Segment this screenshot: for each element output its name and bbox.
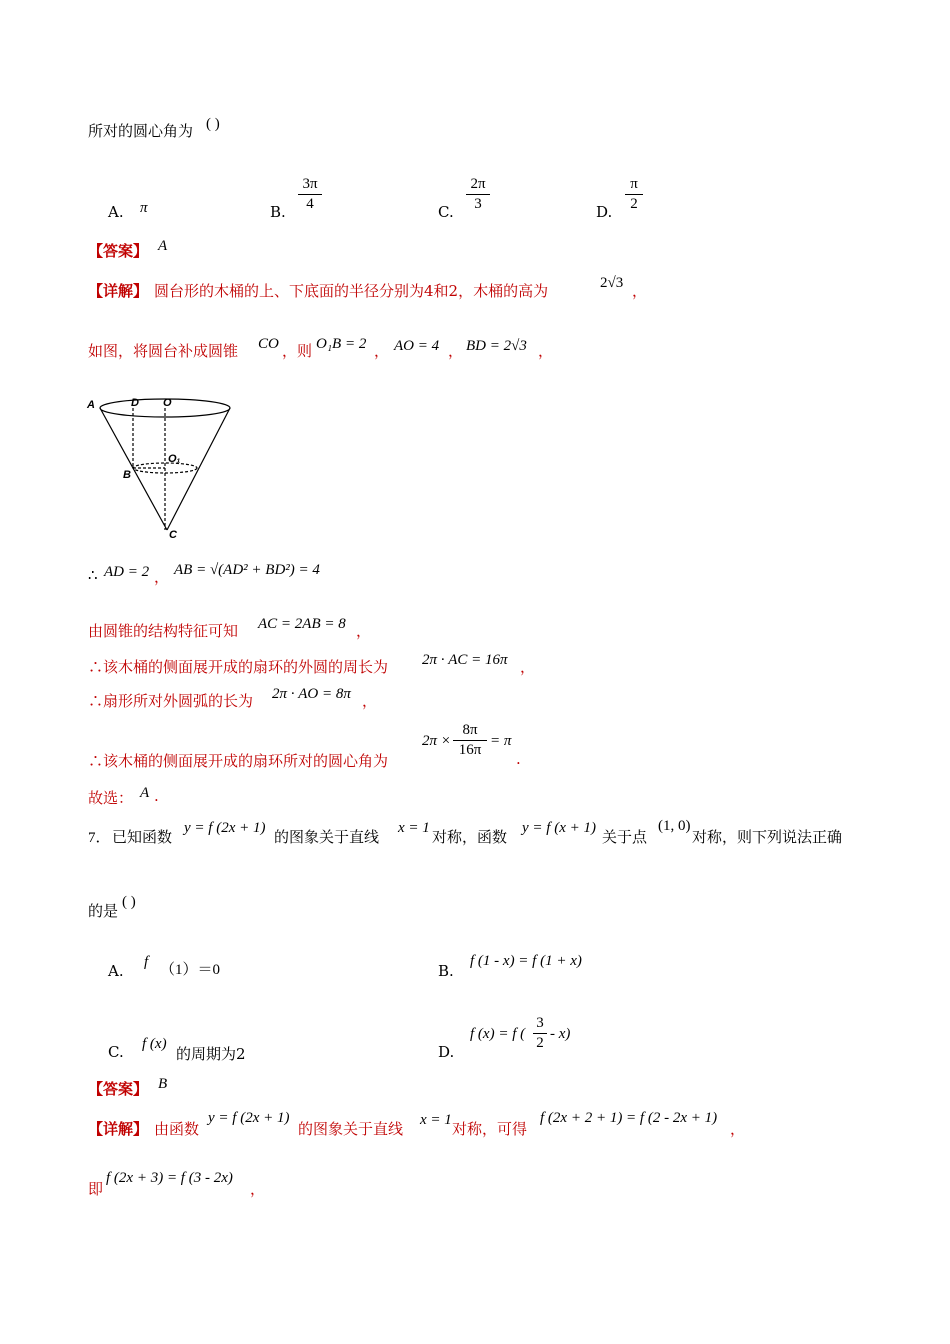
q7-answer-value: B xyxy=(158,1076,168,1092)
q6-option-b-fraction: 3π 4 xyxy=(298,176,322,213)
q7-option-d-fraction: 3 2 xyxy=(533,1015,547,1052)
q7-option-d-label: D. xyxy=(438,1043,455,1061)
q7-detail-eq: f (2x + 2 + 1) = f (2 - 2x + 1) xyxy=(540,1110,718,1126)
calc2-text: 由圆锥的结构特征可知 xyxy=(88,622,239,640)
q7-func-2: y = f (x + 1) xyxy=(522,820,596,836)
q7-option-d-post: - x) xyxy=(550,1026,571,1042)
q6-option-a-value: π xyxy=(140,200,148,216)
q6-option-c-fraction: 2π 3 xyxy=(466,176,490,213)
figure-label-d: D xyxy=(131,397,139,409)
calc5-end: . xyxy=(516,750,521,768)
calc3-math: 2π · AC = 16π xyxy=(422,652,508,668)
calc5-text: ∴该木桶的侧面展开成的扇环所对的圆心角为 xyxy=(88,752,389,770)
calc5-pre: 2π × xyxy=(422,733,451,749)
figure-label-c: C xyxy=(169,529,177,541)
q6-o1b: O₁B = 2 xyxy=(316,336,367,352)
q7-detail-3: 对称，可得 xyxy=(452,1120,528,1138)
q7-detail-4: 即 xyxy=(88,1180,104,1198)
calc2-end: ， xyxy=(356,622,372,640)
q6-bd: BD = 2√3 xyxy=(466,338,527,354)
q7-detail-func: y = f (2x + 1) xyxy=(208,1110,290,1126)
calc1-therefore: ∴ xyxy=(88,566,98,584)
q7-stem-3: 对称，函数 xyxy=(432,828,508,846)
q7-detail-end: ， xyxy=(730,1120,746,1138)
q7-stem-5: 对称，则下列说法正确 xyxy=(692,828,843,846)
q6-detail-line1: 圆台形的木桶的上、下底面的半径分别为4和2，木桶的高为 xyxy=(154,282,549,300)
calc2-math: AC = 2AB = 8 xyxy=(258,616,346,632)
q7-detail-eq2: f (2x + 3) = f (3 - 2x) xyxy=(106,1170,233,1186)
q7-option-a-f: f xyxy=(144,954,149,970)
q7-stem-4: 关于点 xyxy=(602,828,648,846)
q6-comma-3: ， xyxy=(448,342,464,360)
figure-label-b: B xyxy=(123,469,131,481)
calc4-end: ， xyxy=(362,692,378,710)
figure-label-o: O xyxy=(163,397,172,409)
q6-option-a-label: A. xyxy=(108,203,124,221)
q7-option-c-label: C. xyxy=(108,1043,124,1061)
calc4-math: 2π · AO = 8π xyxy=(272,686,351,702)
calc3-end: ， xyxy=(520,658,536,676)
q6-comma-2: ， xyxy=(374,342,390,360)
q6-comma: ， xyxy=(632,282,648,300)
calc6-end: . xyxy=(154,787,159,805)
q7-func-1: y = f (2x + 1) xyxy=(184,820,266,836)
calc1-sep: ， xyxy=(154,568,170,586)
q6-answer-tag: 【答案】 xyxy=(88,242,149,260)
q6-option-b-label: B. xyxy=(270,203,286,221)
q7-option-b-value: f (1 - x) = f (1 + x) xyxy=(470,953,582,969)
q7-detail-2: 的图象关于直线 xyxy=(298,1120,404,1138)
calc6-text: 故选： xyxy=(88,789,134,807)
q6-comma-4: ， xyxy=(538,342,554,360)
q7-answer-blank: ( ) xyxy=(122,894,136,910)
q6-ao: AO = 4 xyxy=(394,338,440,354)
q7-option-c-text: 的周期为2 xyxy=(176,1045,246,1063)
q6-detail-line2: 如图，将圆台补成圆锥 xyxy=(88,342,239,360)
calc1-ad: AD = 2 xyxy=(104,564,150,580)
figure-label-a: A xyxy=(87,399,95,411)
q6-cone-name: CO xyxy=(258,336,279,352)
q7-stem-6: 的是 xyxy=(88,902,119,920)
figure-label-o1: O₁ xyxy=(168,453,181,465)
calc5-fraction: 8π 16π xyxy=(453,722,487,759)
q6-height-value: 2√3 xyxy=(600,275,624,291)
q7-detail-1: 由函数 xyxy=(154,1120,200,1138)
q7-stem-1: 已知函数 xyxy=(112,828,173,846)
q7-line: x = 1 xyxy=(398,820,430,836)
q7-number: 7． xyxy=(88,830,111,846)
q7-option-d-pre: f (x) = f ( xyxy=(470,1026,526,1042)
calc1-ab: AB = √(AD² + BD²) = 4 xyxy=(174,562,320,578)
q6-text-then: ，则 xyxy=(282,342,313,360)
q6-answer-value: A xyxy=(158,238,168,254)
q7-detail-tag: 【详解】 xyxy=(88,1120,149,1138)
calc6-answer: A xyxy=(140,785,150,801)
q7-option-c-math: f (x) xyxy=(142,1036,167,1052)
calc4-text: ∴扇形所对外圆弧的长为 xyxy=(88,692,254,710)
q6-detail-tag: 【详解】 xyxy=(88,282,149,300)
q7-detail-line: x = 1 xyxy=(420,1112,452,1128)
q6-option-d-label: D. xyxy=(596,203,613,221)
q7-detail-end2: ， xyxy=(250,1180,266,1198)
q7-answer-tag: 【答案】 xyxy=(88,1080,149,1098)
q6-stem-tail: 所对的圆心角为 xyxy=(88,122,194,140)
q7-option-a-label: A. xyxy=(108,962,124,980)
calc5-post: = π xyxy=(490,733,512,749)
calc3-text: ∴该木桶的侧面展开成的扇环的外圆的周长为 xyxy=(88,658,389,676)
q6-option-c-label: C. xyxy=(438,203,454,221)
q6-option-d-fraction: π 2 xyxy=(625,176,643,213)
q6-answer-blank: ( ) xyxy=(206,116,220,132)
q7-point: (1, 0) xyxy=(658,818,691,834)
q7-stem-2: 的图象关于直线 xyxy=(274,828,380,846)
q7-option-a-value: （1）＝0 xyxy=(160,962,221,978)
cone-figure xyxy=(85,392,245,542)
q7-option-b-label: B. xyxy=(438,962,454,980)
